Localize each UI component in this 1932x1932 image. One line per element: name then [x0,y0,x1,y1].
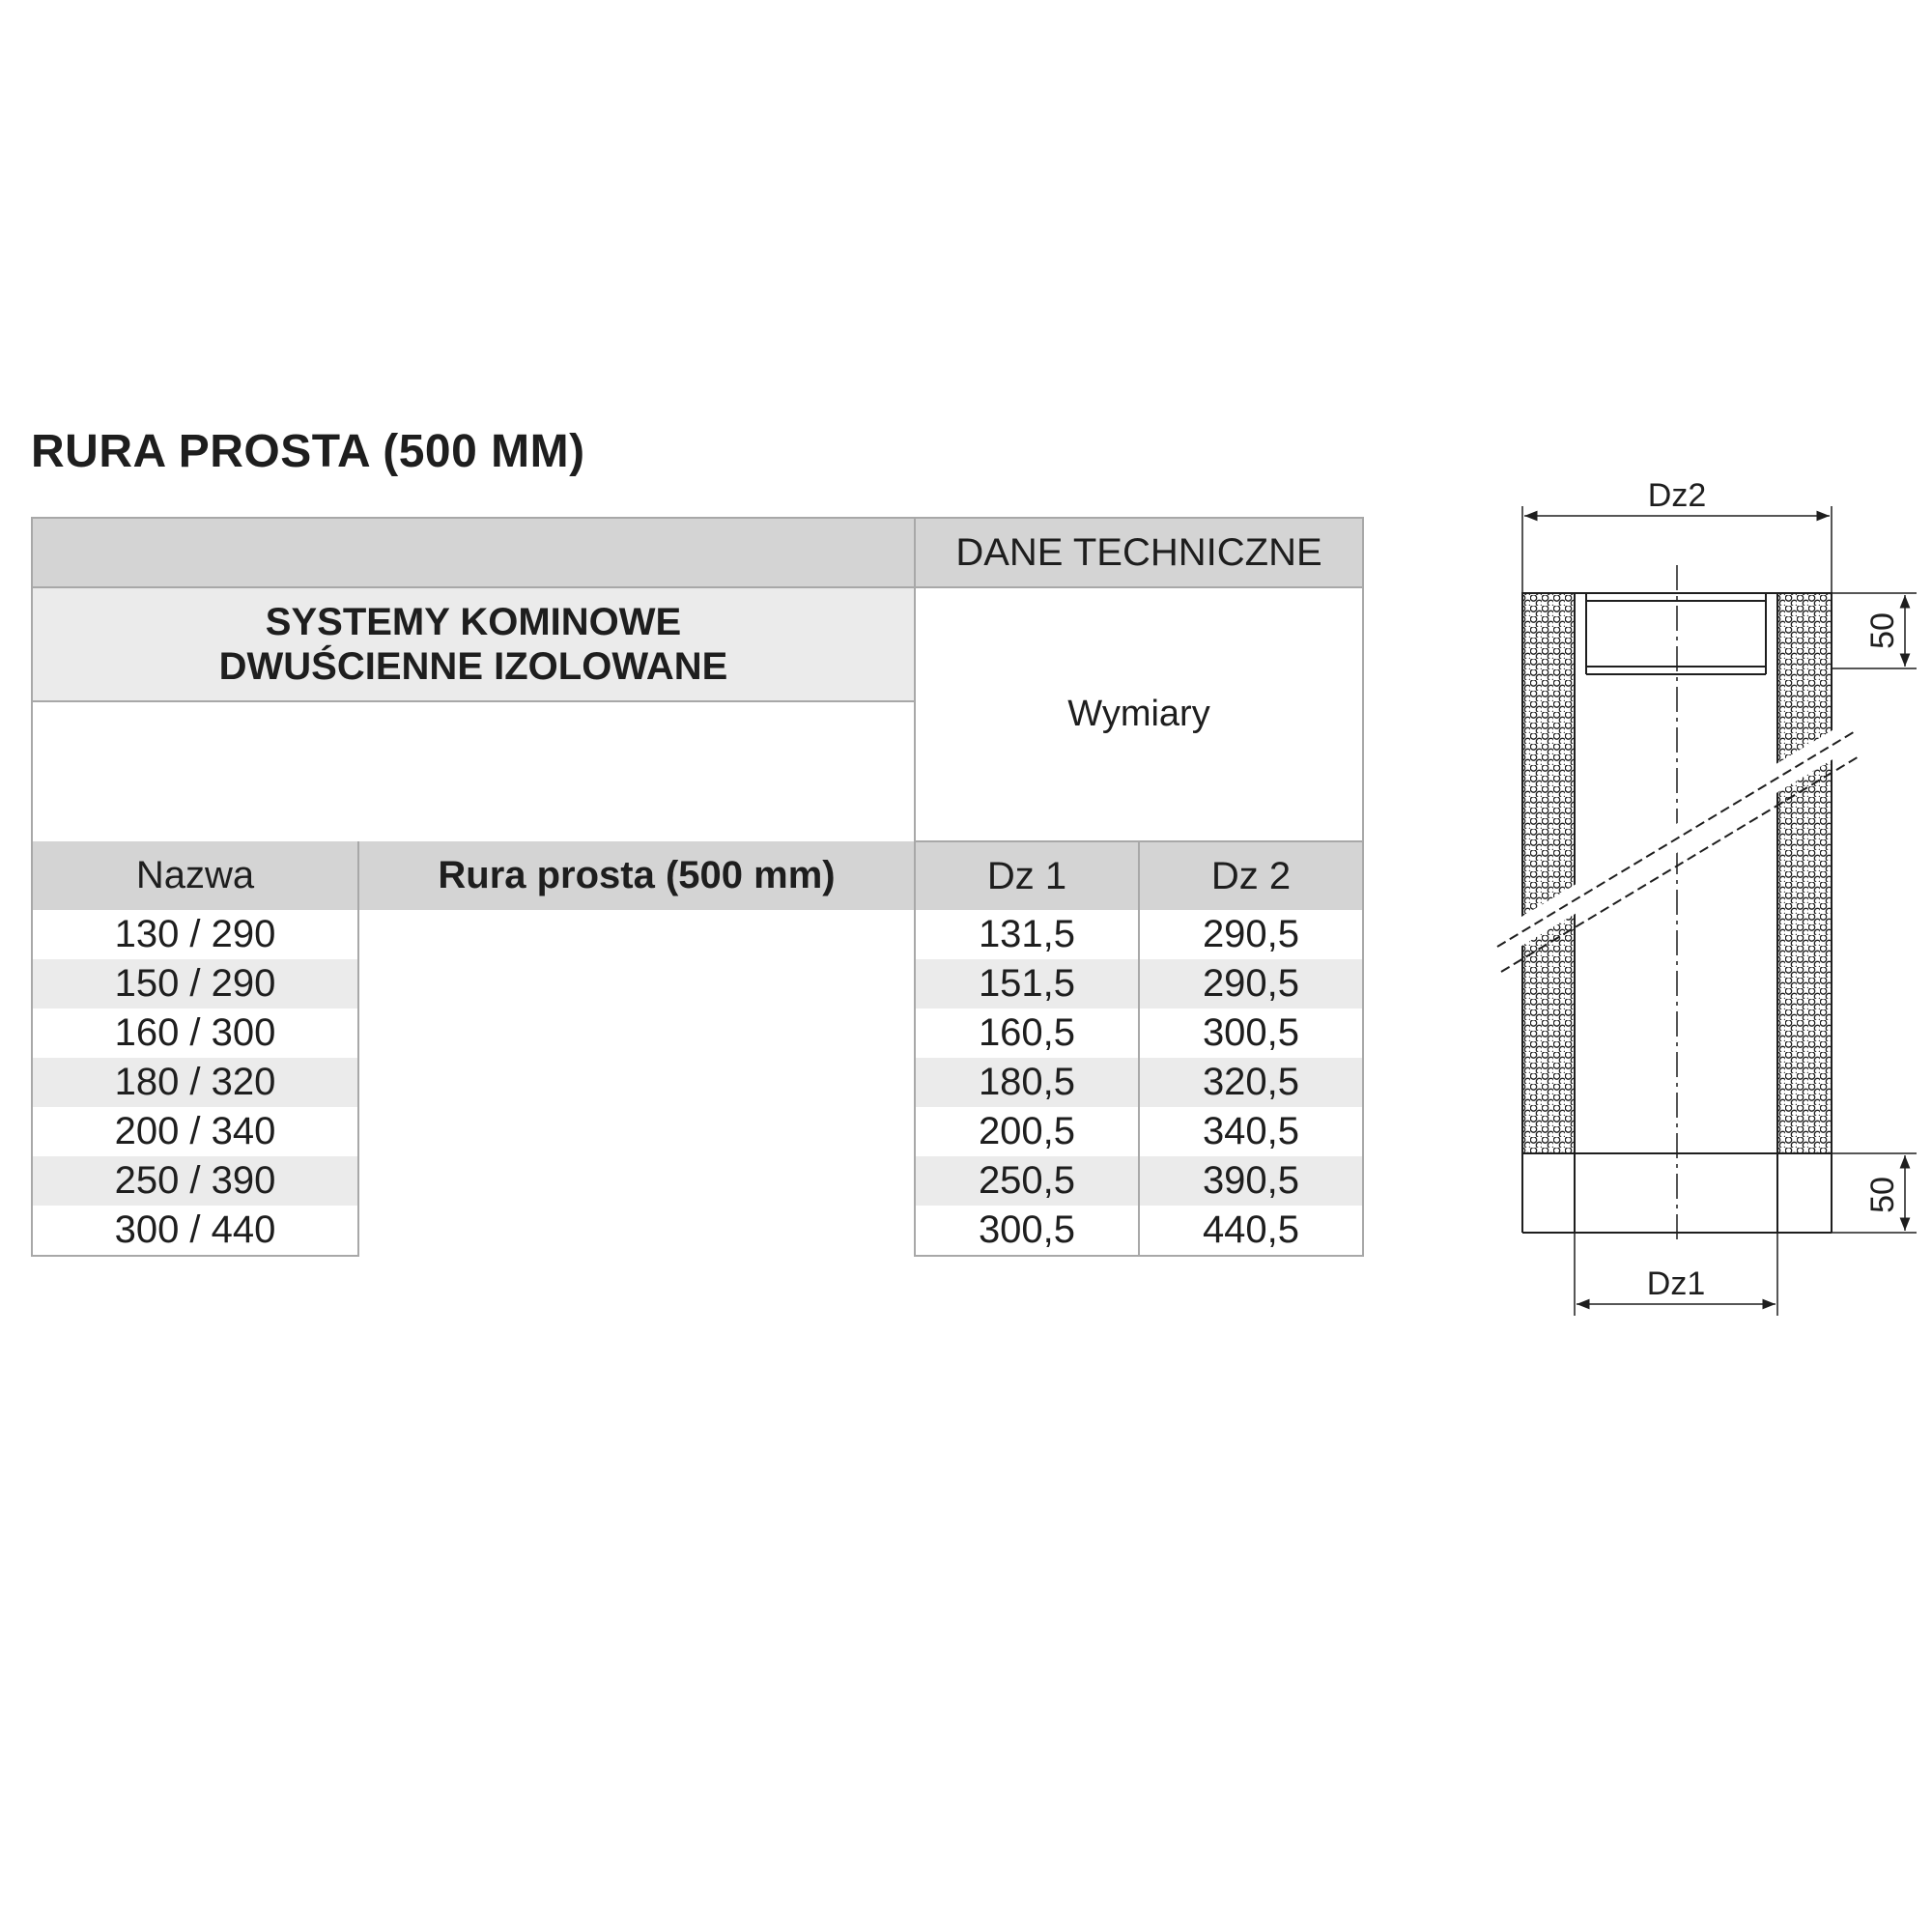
systemy-line-1: SYSTEMY KOMINOWE [265,601,682,643]
cell-nazwa: 160 / 300 [32,1009,358,1058]
dz1-dimension [1575,1233,1777,1316]
cell-dz2: 290,5 [1139,959,1363,1009]
top-50-label: 50 [1864,612,1901,649]
bottom-50-dimension [1832,1153,1917,1233]
cell-dz1: 300,5 [915,1206,1139,1256]
col-produkt: Rura prosta (500 mm) [358,841,915,910]
cell-dz1: 180,5 [915,1058,1139,1107]
cell-nazwa: 300 / 440 [32,1206,358,1256]
cell-nazwa: 130 / 290 [32,910,358,959]
insulation-right [1777,593,1832,1153]
cell-dz1: 160,5 [915,1009,1139,1058]
dz1-label: Dz1 [1646,1265,1706,1302]
cell-dz1: 250,5 [915,1156,1139,1206]
cell-dz1: 200,5 [915,1107,1139,1156]
col-dz1: Dz 1 [915,841,1139,910]
insulation-left [1522,593,1575,1153]
wymiary-header: Wymiary [915,587,1363,841]
cell-dz2: 320,5 [1139,1058,1363,1107]
cell-nazwa: 200 / 340 [32,1107,358,1156]
page-title: RURA PROSTA (500 MM) [31,426,585,477]
cell-nazwa: 180 / 320 [32,1058,358,1107]
dz2-label: Dz2 [1647,477,1707,514]
cell-dz2: 340,5 [1139,1107,1363,1156]
cell-dz1: 151,5 [915,959,1139,1009]
systemy-line-2: DWUŚCIENNE IZOLOWANE [218,645,728,688]
top-50-dimension [1832,593,1917,668]
cell-nazwa: 150 / 290 [32,959,358,1009]
cell-nazwa: 250 / 390 [32,1156,358,1206]
cell-dz2: 390,5 [1139,1156,1363,1206]
dane-techniczne-header: DANE TECHNICZNE [915,518,1363,587]
col-nazwa: Nazwa [32,841,358,910]
cell-dz2: 300,5 [1139,1009,1363,1058]
cell-dz1: 131,5 [915,910,1139,959]
cell-dz2: 440,5 [1139,1206,1363,1256]
col-dz2: Dz 2 [1139,841,1363,910]
bottom-50-label: 50 [1864,1177,1901,1213]
cell-dz2: 290,5 [1139,910,1363,959]
